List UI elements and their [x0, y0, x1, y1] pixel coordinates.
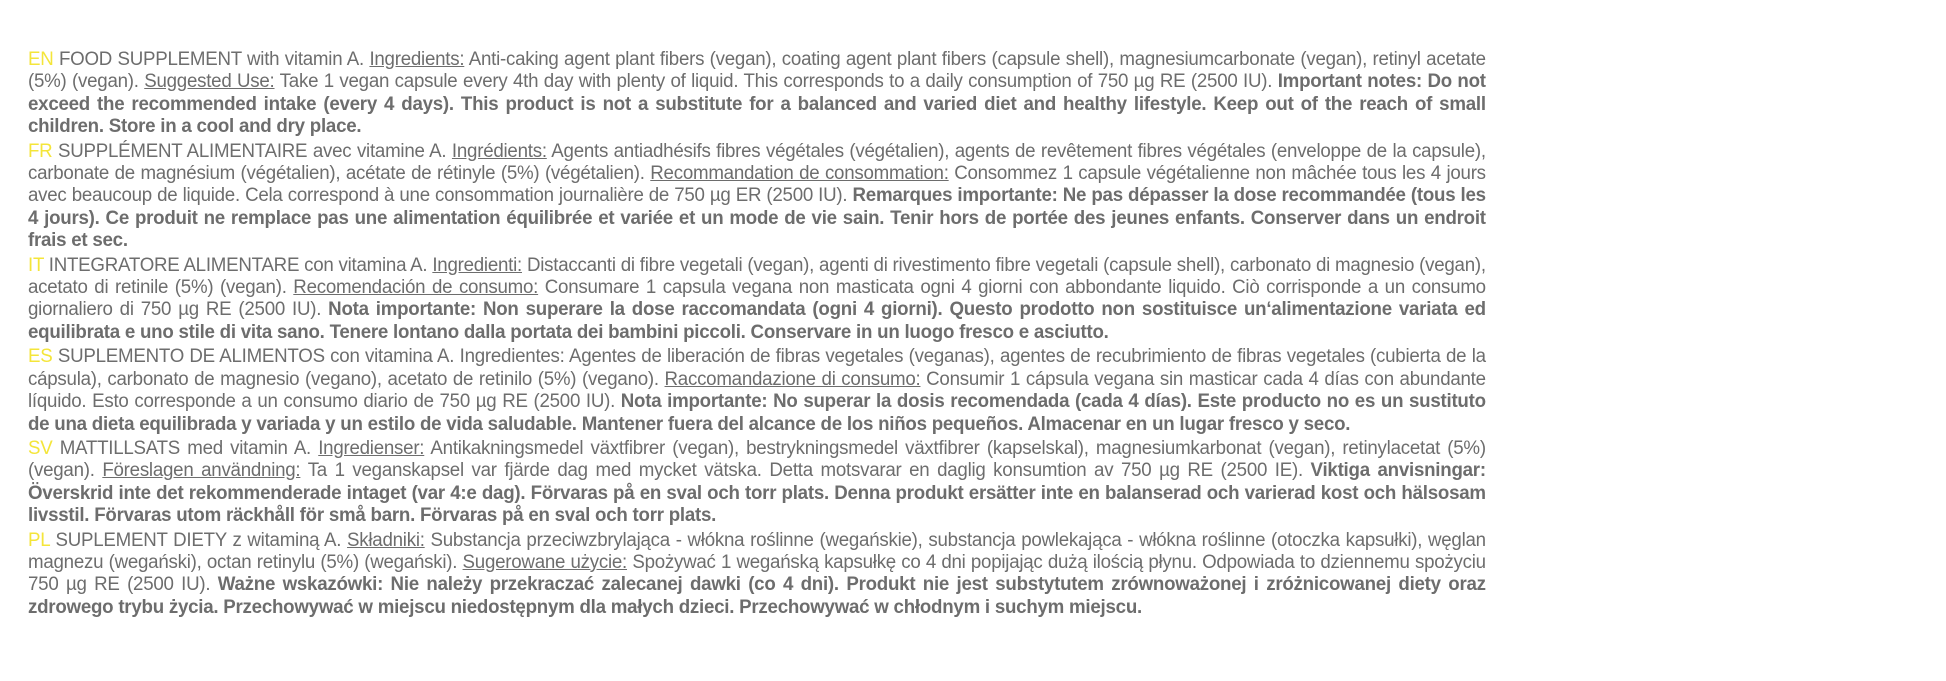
usage-text-fr: Consommez 1 capsule végétalienne non mâchée tous les 4 jours avec beaucoup de liquide. Cela correspond à une consommation journalière de 750 µg ER (2500 IU). — [28, 163, 1486, 207]
important-notes-es: Nota importante: No superar la dosis recomendada (cada 4 días). Este producto no es un sustituto de una dieta equilibrada y variada y un estilo de vida saludable. Mantener fuera del alcance de los niños pequeños. Almacenar en un lugar fresco y seco. — [28, 391, 1486, 435]
usage-text-sv: Ta 1 veganskapsel var fjärde dag med mycket vätska. Detta motsvarar en daglig konsumtion av 750 µg RE (2500 IE). — [307, 460, 1303, 482]
ingredients-text-fr: Agents antiadhésifs fibres végétales (végétalien), agents de revêtement fibres végétales (enveloppe de la capsule), carbonate de magnésium (végétalien), acétate de rétinyle (5%) (végétalien). — [28, 140, 1486, 185]
ingredients-text-it: Distaccanti di fibre vegetali (vegan), agenti di rivestimento fibre vegetali (capsule shell), carbonato di magnesio (vegan), acetato di retinile (5%) (vegan). — [28, 254, 1486, 299]
important-notes-it: Nota importante: Non superare la dose raccomandata (ogni 4 giorni). Questo prodotto non sostituisce un‘alimentazione variata ed equilibrata e uno stile di vita sano. Tenere lontano dalla portata dei bambini piccoli. Conservare in un luogo fresco e asciutto. — [28, 299, 1486, 343]
usage-label-it: Recomendación de consumo: — [293, 277, 539, 299]
product-title-it: INTEGRATORE ALIMENTARE con vitamina A. — [48, 254, 428, 276]
ingredients-label-fr: Ingrédients: — [451, 140, 547, 162]
important-notes-sv: Viktiga anvisningar: Överskrid inte det rekommenderade intaget (var 4:e dag). Förvaras på en sval och torr plats. Denna produkt ersätter inte en balanserad och varierad kost och hälsosam livsstil. Förvaras utom räckhåll för små barn. Förvaras på en sval och torr plats. — [28, 460, 1486, 527]
usage-text-en: Take 1 vegan capsule every 4th day with plenty of liquid. This corresponds to a daily consumption of 750 µg RE (2500 IU). — [279, 71, 1273, 93]
language-code-es: ES — [28, 346, 53, 368]
usage-label-fr: Recommandation de consommation: — [650, 163, 949, 185]
usage-label-pl: Sugerowane użycie: — [462, 551, 628, 573]
paragraph-sv — [28, 438, 1486, 528]
language-code-sv: SV — [28, 437, 53, 459]
ingredients-label-pl: Składniki: — [347, 529, 425, 551]
ingredients-label-es: Ingredientes: — [459, 346, 565, 368]
language-code-it: IT — [28, 254, 44, 276]
ingredients-text-sv: Antikakningsmedel växtfibrer (vegan), bestrykningsmedel växtfibrer (kapselskal), magnesiumkarbonat (vegan), retinylacetat (5%) (vegan). — [28, 437, 1486, 482]
important-notes-fr: Remarques importante: Ne pas dépasser la dose recommandée (tous les 4 jours). Ce produit ne remplace pas une alimentation équilibrée et variée et un mode de vie sain. Tenir hors de portée des jeunes enfants. Conserver dans un endroit frais et sec. — [28, 185, 1486, 252]
product-title-sv: MATTILLSATS med vitamin A. — [59, 437, 312, 459]
ingredients-label-it: Ingredienti: — [432, 254, 522, 276]
usage-text-pl: Spożywać 1 wegańską kapsułkę co 4 dni popijając dużą ilością płynu. Odpowiada to dziennemu spożyciu 750 µg RE (2500 IU). — [28, 551, 1486, 596]
paragraph-pl — [28, 530, 1486, 620]
paragraph-es — [28, 346, 1486, 436]
important-notes-pl: Ważne wskazówki: Nie należy przekraczać zalecanej dawki (co 4 dni). Produkt nie jest substytutem zrównoważonej i zróżnicowanej diety oraz zdrowego trybu życia. Przechowywać w miejscu niedostępnym dla małych dzieci. Przechowywać w chłodnym i suchym miejscu. — [28, 574, 1486, 618]
usage-text-es: Consumir 1 cápsula vegana sin masticar cada 4 días con abundante líquido. Esto corresponde a un consumo diario de 750 µg RE (2500 IU). — [28, 368, 1486, 413]
usage-label-en: Suggested Use: — [144, 71, 275, 93]
ingredients-label-en: Ingredients: — [369, 49, 465, 70]
usage-label-sv: Föreslagen användning: — [102, 460, 301, 482]
paragraph-en — [28, 49, 1486, 139]
product-title-en: FOOD SUPPLEMENT with vitamin A. — [58, 49, 364, 70]
ingredients-text-en: Anti-caking agent plant fibers (vegan), coating agent plant fibers (capsule shell), magnesiumcarbonate (vegan), retinyl acetate (5%) (vegan). — [28, 49, 1486, 93]
product-title-pl: SUPLEMENT DIETY z witaminą A. — [55, 529, 342, 551]
language-code-en: EN — [28, 49, 54, 70]
ingredients-text-pl: Substancja przeciwzbrylająca - włókna roślinne (wegańskie), substancja powlekająca - włókna roślinne (otoczka kapsułki), węglan magnezu (wegański), octan retinylu (5%) (wegański). — [28, 529, 1486, 573]
important-notes-en: Important notes: Do not exceed the recommended intake (every 4 days). This product is not a substitute for a balanced and varied diet and healthy lifestyle. Keep out of the reach of small children. Store in a cool and dry place. — [28, 71, 1486, 138]
ingredients-text-es: Agentes de liberación de fibras vegetales (veganas), agentes de recubrimiento de fibras vegetales (cubierta de la cápsula), carbonato de magnesio (vegano), acetato de retinilo (5%) (vegano). — [28, 346, 1486, 390]
product-title-fr: SUPPLÉMENT ALIMENTAIRE avec vitamine A. — [58, 140, 447, 162]
supplement-label-text — [28, 49, 1486, 621]
ingredients-label-sv: Ingredienser: — [318, 437, 425, 459]
language-code-pl: PL — [28, 529, 50, 551]
paragraph-fr — [28, 141, 1486, 253]
usage-text-it: Consumare 1 capsula vegana non masticata ogni 4 giorni con abbondante liquido. Ciò corrisponde a un consumo giornaliero di 750 µg RE (2500 IU). — [28, 277, 1486, 321]
product-title-es: SUPLEMENTO DE ALIMENTOS con vitamina A. — [57, 346, 455, 368]
language-code-fr: FR — [28, 140, 53, 162]
usage-label-es: Raccomandazione di consumo: — [664, 368, 921, 390]
paragraph-it — [28, 255, 1486, 345]
